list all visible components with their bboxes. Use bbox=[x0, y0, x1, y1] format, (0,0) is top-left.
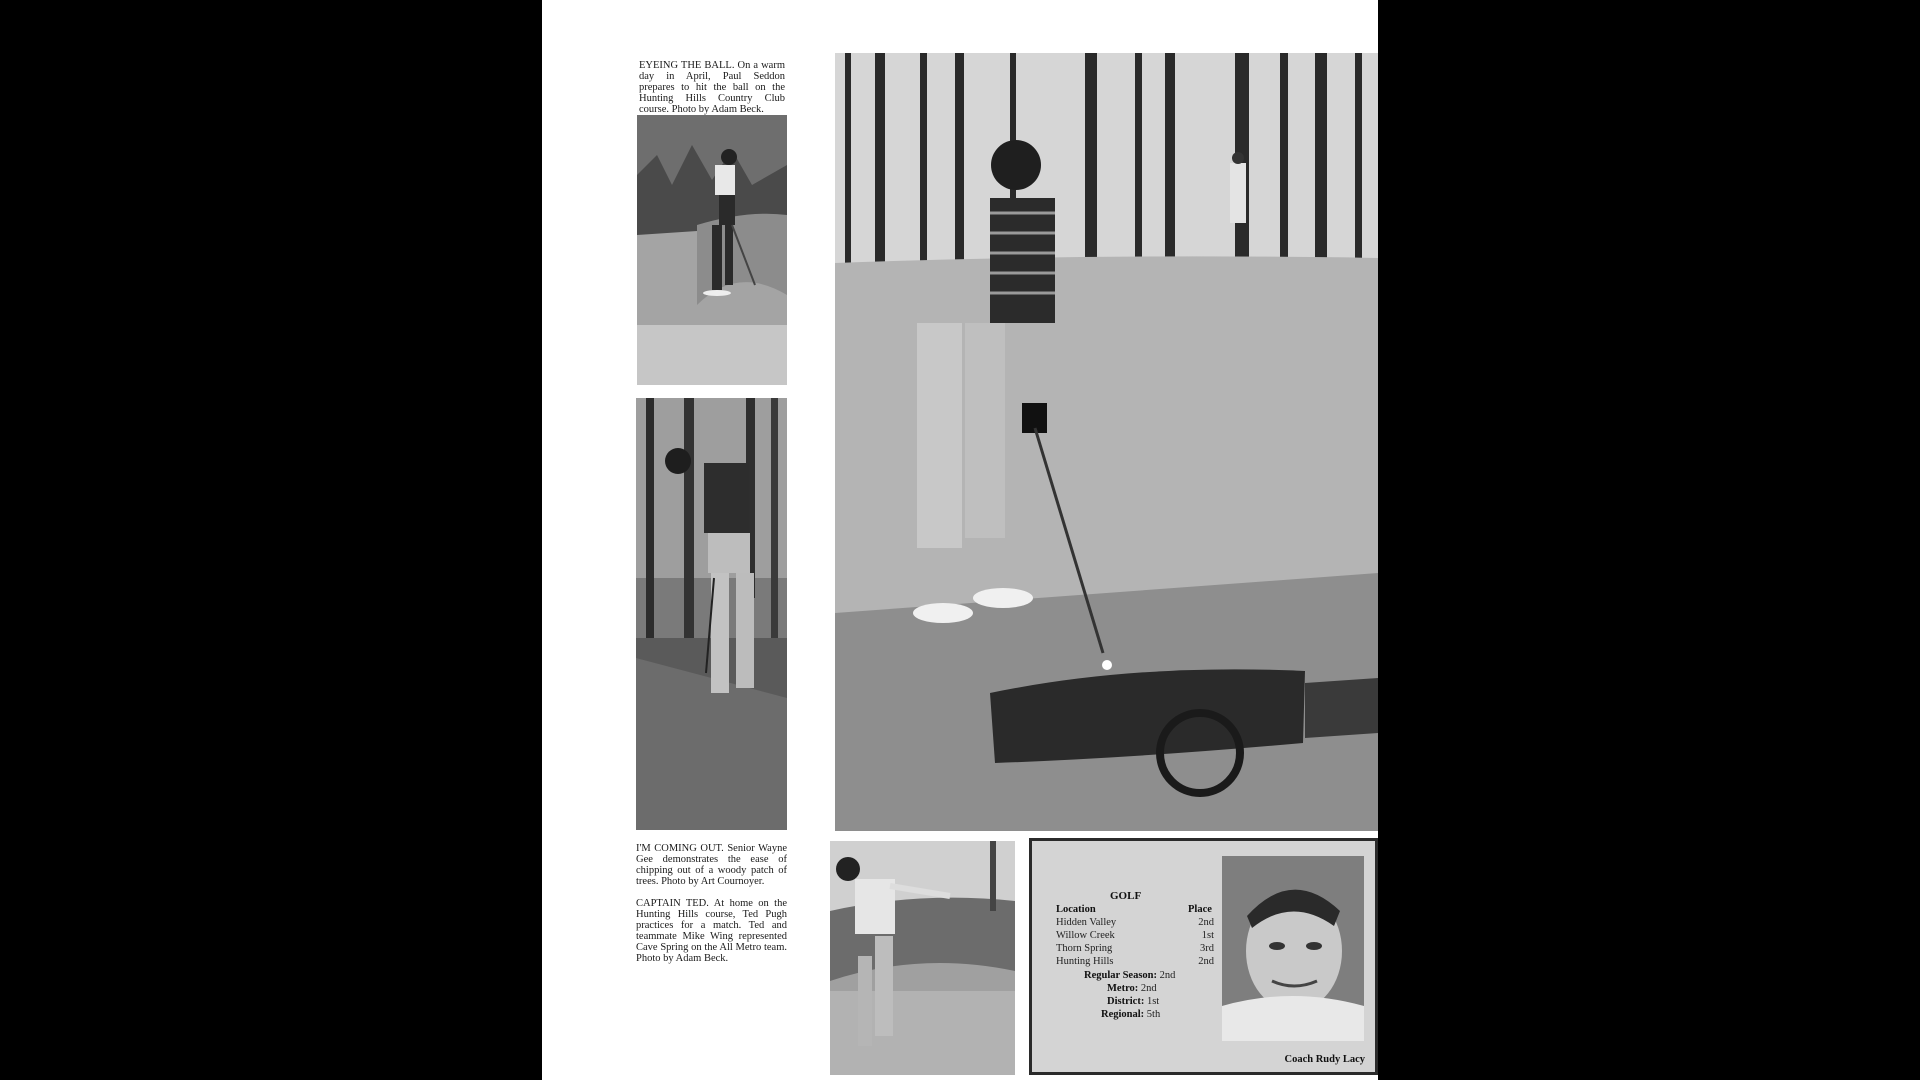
summary-regional bbox=[1101, 1009, 1160, 1020]
row-location: Thorn Spring bbox=[1056, 943, 1113, 954]
summary-regular-season bbox=[1084, 970, 1175, 981]
coach-caption: Coach Rudy Lacy bbox=[1284, 1054, 1365, 1065]
row-place: 1st bbox=[1201, 930, 1214, 941]
row-place: 3rd bbox=[1200, 943, 1214, 954]
row-location: Hidden Valley bbox=[1056, 917, 1117, 928]
photo-coach bbox=[1222, 856, 1364, 1041]
golf-title: GOLF bbox=[1110, 890, 1142, 902]
photo-golf-swing bbox=[830, 841, 1015, 1075]
summary-district bbox=[1107, 996, 1159, 1007]
summary-value: 1st bbox=[1146, 996, 1160, 1007]
row-place: 2nd bbox=[1198, 917, 1214, 928]
yearbook-page bbox=[542, 0, 1378, 1080]
row-place: 2nd bbox=[1198, 956, 1214, 967]
photo-wayne-gee bbox=[636, 398, 787, 830]
photo-paul-seddon bbox=[637, 115, 787, 385]
location-header: Location bbox=[1056, 904, 1096, 915]
golf-results-box bbox=[1029, 838, 1378, 1075]
summary-label: Regular Season: bbox=[1084, 970, 1158, 981]
row-location: Hunting Hills bbox=[1056, 956, 1114, 967]
caption-coming-out: I'M COMING OUT. Senior Wayne Gee demonstrates the ease of chipping out of a woody patch of trees. Photo by Art Cournoyer. bbox=[636, 843, 787, 887]
place-header: Place bbox=[1188, 904, 1212, 915]
summary-value: 5th bbox=[1146, 1009, 1161, 1020]
summary-metro bbox=[1107, 983, 1157, 994]
summary-label: Regional: bbox=[1101, 1009, 1145, 1020]
caption-eyeing-the-ball: EYEING THE BALL. On a warm day in April, Paul Seddon prepares to hit the ball on the Hunting Hills Country Club course. Photo by Adam Beck. bbox=[639, 60, 785, 115]
summary-value: 2nd bbox=[1159, 970, 1176, 981]
summary-label: District: bbox=[1107, 996, 1145, 1007]
photo-ted-pugh bbox=[835, 53, 1378, 831]
row-location: Willow Creek bbox=[1056, 930, 1115, 941]
caption-captain-ted: CAPTAIN TED. At home on the Hunting Hills course, Ted Pugh practices for a match. Ted and teammate Mike Wing represented Cave Spring on the All Metro team. Photo by Adam Beck. bbox=[636, 898, 787, 964]
summary-value: 2nd bbox=[1140, 983, 1157, 994]
summary-label: Metro: bbox=[1107, 983, 1139, 994]
